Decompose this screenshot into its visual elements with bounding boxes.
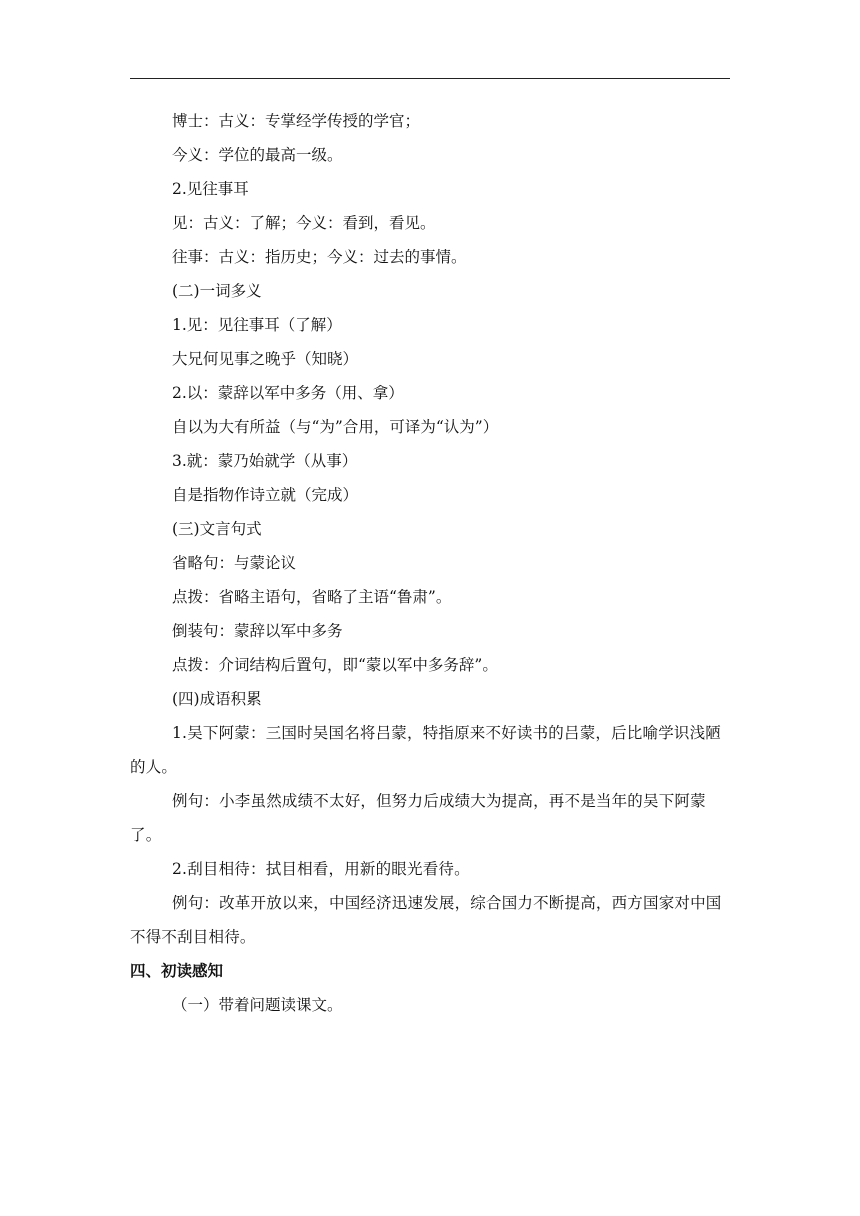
text-line: 大兄何见事之晚乎（知晓） — [172, 350, 359, 368]
idiom-paragraph: 2.刮目相待：拭目相看，用新的眼光看待。 — [172, 860, 470, 878]
text-line: 自是指物作诗立就（完成） — [172, 486, 359, 504]
text-line: 3.就：蒙乃始就学（从事） — [172, 452, 358, 470]
text-line: 自以为大有所益（与“为”合用，可译为“认为”） — [172, 418, 499, 436]
idiom-paragraph: 1.吴下阿蒙：三国时吴国名将吕蒙，特指原来不好读书的吕蒙，后比喻学识浅陋的人。 — [130, 724, 721, 776]
text-line: 2.以：蒙辞以军中多务（用、拿） — [172, 384, 404, 402]
text-line: 2.见往事耳 — [172, 180, 249, 198]
text-line: 博士：古义：专掌经学传授的学官； — [172, 112, 421, 130]
text-line: 往事：古义：指历史；今义：过去的事情。 — [172, 248, 467, 266]
text-line: 1.见：见往事耳（了解） — [172, 316, 342, 334]
section-subheading: (四)成语积累 — [172, 690, 262, 708]
section-subheading: (二)一词多义 — [172, 282, 262, 300]
example-paragraph: 例句：小李虽然成绩不太好，但努力后成绩大为提高，再不是当年的吴下阿蒙了。 — [130, 792, 706, 844]
text-line: 省略句：与蒙论议 — [172, 554, 297, 572]
text-line: 倒装句：蒙辞以军中多务 — [172, 622, 343, 640]
section-subheading: (三)文言句式 — [172, 520, 262, 538]
document-body — [130, 104, 730, 1022]
text-line: 点拨：省略主语句，省略了主语“鲁肃”。 — [172, 588, 452, 606]
header-rule — [130, 78, 730, 79]
text-line: （一）带着问题读课文。 — [172, 996, 343, 1014]
text-line: 今义：学位的最高一级。 — [172, 146, 343, 164]
example-paragraph: 例句：改革开放以来，中国经济迅速发展，综合国力不断提高，西方国家对中国不得不刮目相待。 — [130, 894, 722, 946]
text-line: 见：古义：了解；今义：看到，看见。 — [172, 214, 436, 232]
section-heading: 四、初读感知 — [130, 962, 224, 980]
text-line: 点拨：介词结构后置句，即“蒙以军中多务辞”。 — [172, 656, 498, 674]
